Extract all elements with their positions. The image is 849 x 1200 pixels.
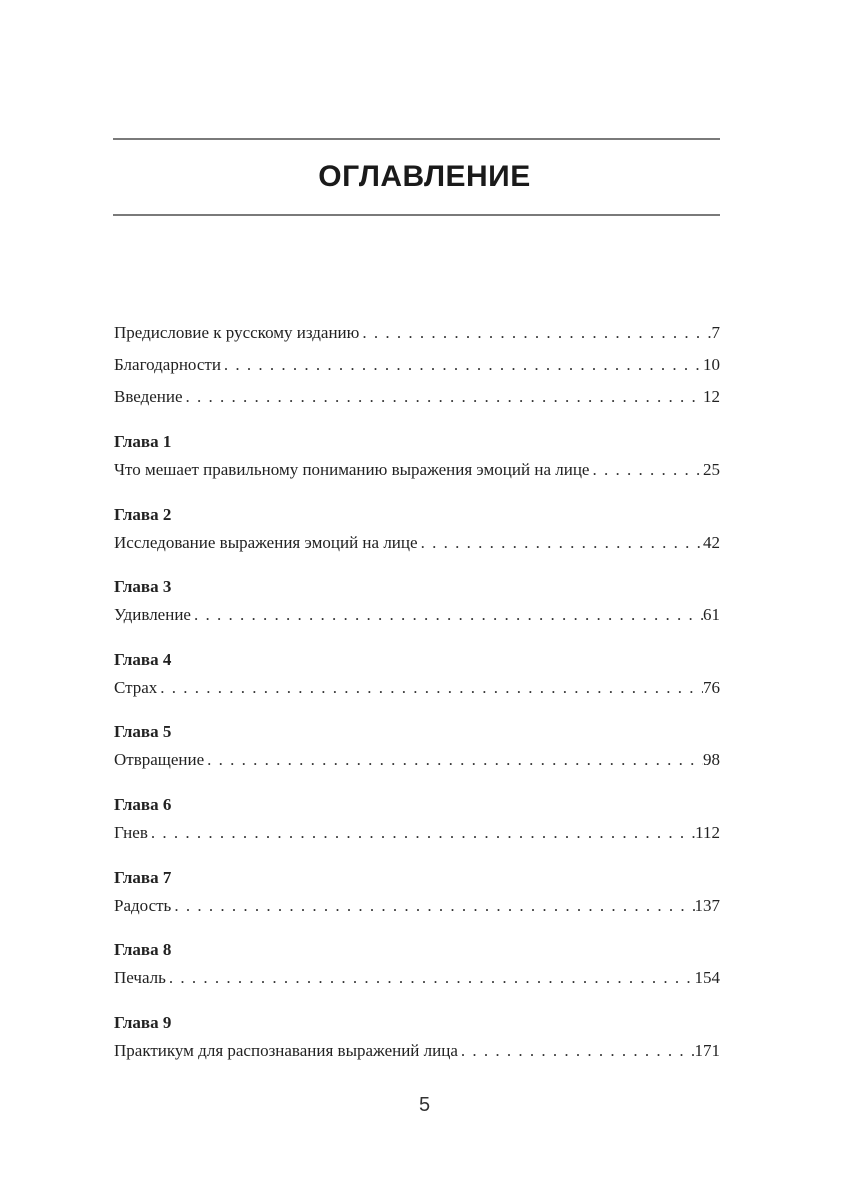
toc-entry-chapter-2[interactable] [114, 531, 720, 555]
title-rule-top [113, 138, 720, 140]
toc-entry-introduction[interactable] [114, 385, 720, 409]
dot-leader [183, 385, 703, 409]
toc-entry-chapter-5[interactable] [114, 748, 720, 772]
chapter-heading: Глава 8 [114, 940, 172, 959]
dot-leader [191, 603, 703, 627]
dot-leader [418, 531, 703, 555]
toc-entry-label: Исследование выражения эмоций на лице [114, 533, 418, 552]
dot-leader [148, 821, 695, 845]
dot-leader [171, 894, 694, 918]
toc-entry-page: 10 [703, 355, 720, 374]
toc-entry-page: 171 [694, 1041, 720, 1060]
dot-leader [204, 748, 703, 772]
chapter-heading: Глава 2 [114, 505, 172, 524]
toc-entry-page: 61 [703, 605, 720, 624]
toc-entry-page: 112 [695, 823, 720, 842]
toc-entry-label: Радость [114, 896, 172, 915]
toc-entry-label: Печаль [114, 968, 166, 987]
chapter-heading: Глава 7 [114, 868, 172, 887]
toc-entry-label: Введение [114, 387, 183, 406]
toc-entry-page: 154 [694, 968, 720, 987]
toc-entry-label: Что мешает правильному пониманию выражения эмоций на лице [114, 460, 590, 479]
toc-entry-chapter-3[interactable] [114, 603, 720, 627]
toc-entry-chapter-4[interactable] [114, 676, 720, 700]
dot-leader [166, 966, 695, 990]
toc-entry-label: Удивление [114, 605, 191, 624]
chapter-heading: Глава 9 [114, 1013, 172, 1032]
toc-entry-label: Гнев [114, 823, 148, 842]
chapter-heading: Глава 4 [114, 650, 172, 669]
toc-entry-page: 137 [694, 896, 720, 915]
toc-entry-acknowledgements[interactable] [114, 353, 720, 377]
toc-entry-label: Отвращение [114, 750, 205, 769]
toc-entry-chapter-9[interactable] [114, 1039, 720, 1063]
toc-entry-label: Благодарности [114, 355, 221, 374]
page-number: 5 [418, 1094, 431, 1116]
toc-entry-chapter-8[interactable] [114, 966, 720, 990]
chapter-heading: Глава 6 [114, 795, 172, 814]
title-rule-bottom [113, 214, 720, 216]
page-title: ОГЛАВЛЕНИЕ [318, 160, 531, 193]
toc-entry-chapter-1[interactable] [114, 458, 720, 482]
dot-leader [221, 353, 703, 377]
toc-entry-page: 7 [711, 323, 720, 342]
dot-leader [157, 676, 703, 700]
chapter-heading: Глава 1 [114, 432, 172, 451]
toc-entry-chapter-6[interactable] [114, 821, 720, 845]
chapter-heading: Глава 5 [114, 722, 172, 741]
toc-entry-page: 76 [703, 678, 720, 697]
chapter-heading: Глава 3 [114, 577, 172, 596]
dot-leader [359, 321, 711, 345]
toc-entry-chapter-7[interactable] [114, 894, 720, 918]
toc-entry-page: 25 [703, 460, 720, 479]
toc-entry-page: 98 [703, 750, 720, 769]
dot-leader [458, 1039, 695, 1063]
toc-entry-label: Страх [114, 678, 158, 697]
toc-entry-page: 12 [703, 387, 720, 406]
toc-entry-page: 42 [703, 533, 720, 552]
toc-entry-preface[interactable] [114, 321, 720, 345]
dot-leader [589, 458, 703, 482]
toc-entry-label: Предисловие к русскому изданию [114, 323, 360, 342]
toc-entry-label: Практикум для распознавания выражений лица [114, 1041, 458, 1060]
